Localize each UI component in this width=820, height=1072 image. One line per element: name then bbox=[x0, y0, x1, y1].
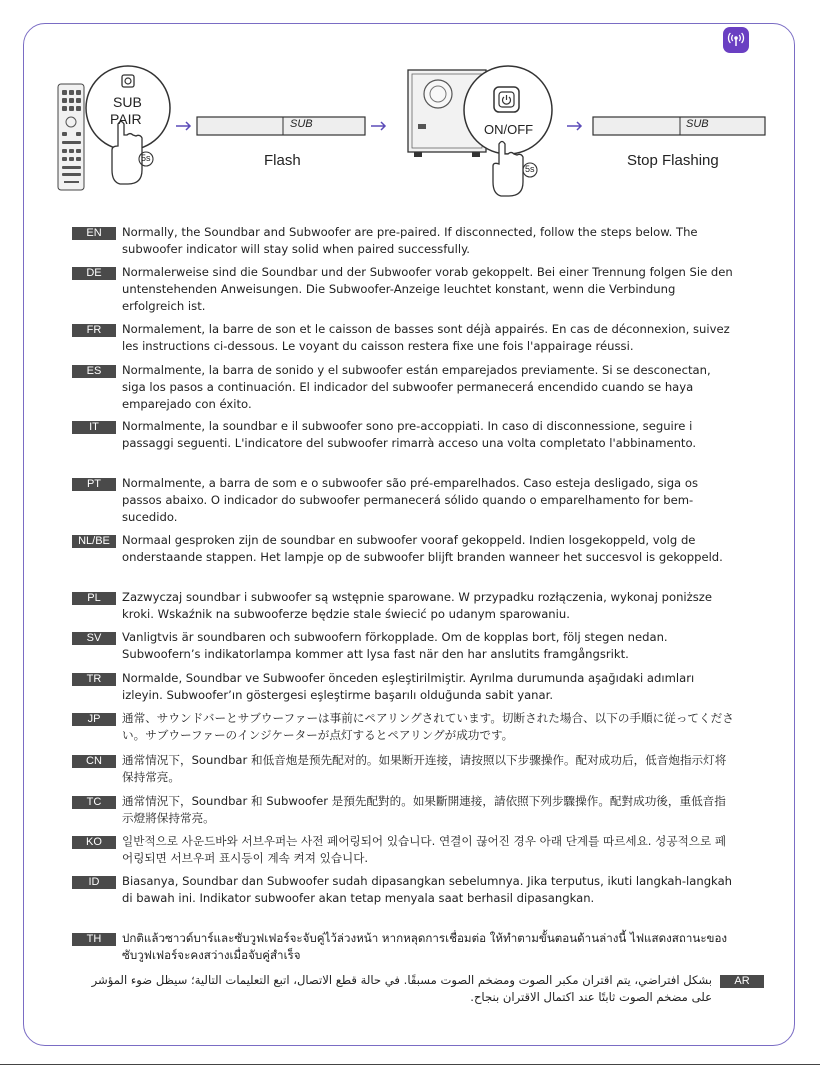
language-tag: CN bbox=[72, 755, 116, 768]
language-tag: ID bbox=[72, 876, 116, 889]
instruction-text: بشكل افتراضي، يتم اقتران مكبر الصوت ومضخم الصوت مسبقًا. في حالة قطع الاتصال، اتبع التعليمات التالية؛ سيظل ضوء المؤشر على مضخم الصوت ثابتًا عند اكتمال الاقتران بنجاح. bbox=[91, 973, 712, 1005]
soundbar-display-text-2: SUB bbox=[686, 118, 709, 130]
language-tag: IT bbox=[72, 421, 116, 434]
stop-flashing-label: Stop Flashing bbox=[627, 152, 719, 169]
language-tag: FR bbox=[72, 324, 116, 337]
language-tag: JP bbox=[72, 713, 116, 726]
subwoofer-button-label: ON/OFF bbox=[484, 122, 534, 137]
language-tag: PT bbox=[72, 478, 116, 491]
instruction-text: ปกติแล้วซาวด์บาร์และซับวูฟเฟอร์จะจับคู่ไว้ล่วงหน้า หากหลุดการเชื่อมต่อ ให้ทำตามขั้นตอนด้านล่างนี้ ไฟแสดงสถานะของซับวูฟเฟอร์จะคงสว่างเมื่อจับคู่สำเร็จ bbox=[122, 931, 728, 963]
instruction-text: 일반적으로 사운드바와 서브우퍼는 사전 페어링되어 있습니다. 연결이 끊어진 경우 아래 단계를 따르세요. 성공적으로 페어링되면 서브우퍼 표시등이 계속 켜져 있습니다. bbox=[122, 834, 727, 866]
instruction-text: Normalmente, la barra de sonido y el subwoofer están emparejados previamente. Si se desconectan, siga los pasos a continuación. El indicador del subwoofer permanecerá encendido cuando se haya emparejado con éxito. bbox=[122, 363, 711, 412]
instruction-text: Normalerweise sind die Soundbar und der Subwoofer vorab gekoppelt. Bei einer Trennung folgen Sie den untenstehenden Anweisungen. Die Subwoofer-Anzeige leuchtet konstant, wenn die Verbindung erfolgreich ist. bbox=[122, 265, 733, 314]
soundbar-display-text: SUB bbox=[290, 118, 313, 130]
instruction-text: Normalde, Soundbar ve Subwoofer önceden eşleştirilmiştir. Ayrılma durumunda aşağıdaki adımları izleyin. Subwoofer’ın göstergesi eşleştirme başarılı olduğunda sabit yanar. bbox=[122, 671, 695, 703]
language-tag: TR bbox=[72, 673, 116, 686]
remote-control-icon bbox=[58, 84, 84, 190]
language-tag: KO bbox=[72, 836, 116, 849]
remote-button-label-line2: PAIR bbox=[110, 111, 142, 127]
language-tag: AR bbox=[720, 975, 764, 988]
language-tag: TC bbox=[72, 796, 116, 809]
remote-hold-time: 5s bbox=[141, 153, 151, 163]
pairing-diagram bbox=[0, 0, 820, 210]
instruction-text: Normalmente, la soundbar e il subwoofer sono pre-accoppiati. In caso di disconnessione, seguire i passaggi seguenti. L'indicatore del subwoofer rimarrà acceso una volta completato l'abbinamento. bbox=[122, 419, 697, 451]
page-bottom-rule bbox=[0, 1064, 820, 1065]
language-tag: TH bbox=[72, 933, 116, 946]
remote-button-label-line1: SUB bbox=[113, 94, 142, 110]
instruction-text: 通常情況下，Soundbar 和 Subwoofer 是預先配對的。如果斷開連接，請依照下列步驟操作。配對成功後，重低音指示燈將保持常亮。 bbox=[122, 794, 726, 826]
instruction-text: Normally, the Soundbar and Subwoofer are pre-paired. If disconnected, follow the steps below. The subwoofer indicator will stay solid when paired successfully. bbox=[122, 225, 698, 257]
instruction-text: Normalement, la barre de son et le caisson de basses sont déjà appairés. En cas de déconnexion, suivez les instructions ci-dessous. Le voyant du caisson restera fixe une fois l'appairage réussi. bbox=[122, 322, 730, 354]
instruction-text: Vanligtvis är soundbaren och subwoofern förkopplade. Om de kopplas bort, följ stegen nedan. Subwoofern’s indikatorlampa kommer att lysa fast när den har anslutits framgångsrikt. bbox=[122, 630, 668, 662]
language-tag: ES bbox=[72, 365, 116, 378]
instruction-text: Biasanya, Soundbar dan Subwoofer sudah dipasangkan sebelumnya. Jika terputus, ikuti langkah-langkah di bawah ini. Indikator subwoofer akan tetap menyala saat berhasil dipasangkan. bbox=[122, 874, 733, 906]
instruction-text: Normaal gesproken zijn de soundbar en subwoofer vooraf gekoppeld. Indien losgekoppeld, volg de onderstaande stappen. Het lampje op de subwoofer blijft branden wanneer het succesvol is gekoppeld. bbox=[122, 533, 723, 565]
language-tag: EN bbox=[72, 227, 116, 240]
instruction-text: 通常、サウンドバーとサブウーファーは事前にペアリングされています。切断された場合、以下の手順に従ってください。サブウーファーのインジケーターが点灯するとペアリングが成功です。 bbox=[122, 711, 734, 743]
instruction-text: Normalmente, a barra de som e o subwoofer são pré-emparelhados. Caso esteja desligado, siga os passos abaixo. O indicador do subwoofer permanecerá sólido quando o emparelhamento for bem-sucedido. bbox=[122, 476, 698, 525]
language-tag: DE bbox=[72, 267, 116, 280]
subwoofer-hold-time: 5s bbox=[525, 164, 535, 174]
language-tag: NL/BE bbox=[72, 535, 116, 548]
flash-label: Flash bbox=[264, 152, 301, 169]
language-tag: PL bbox=[72, 592, 116, 605]
instruction-text: 通常情况下，Soundbar 和低音炮是预先配对的。如果断开连接，请按照以下步骤操作。配对成功后，低音炮指示灯将保持常亮。 bbox=[122, 753, 727, 785]
instruction-text: Zazwyczaj soundbar i subwoofer są wstępnie sparowane. W przypadku rozłączenia, wykonaj poniższe kroki. Wskaźnik na subwooferze będzie stale świecić po udanym sparowaniu. bbox=[122, 590, 712, 622]
language-tag: SV bbox=[72, 632, 116, 645]
